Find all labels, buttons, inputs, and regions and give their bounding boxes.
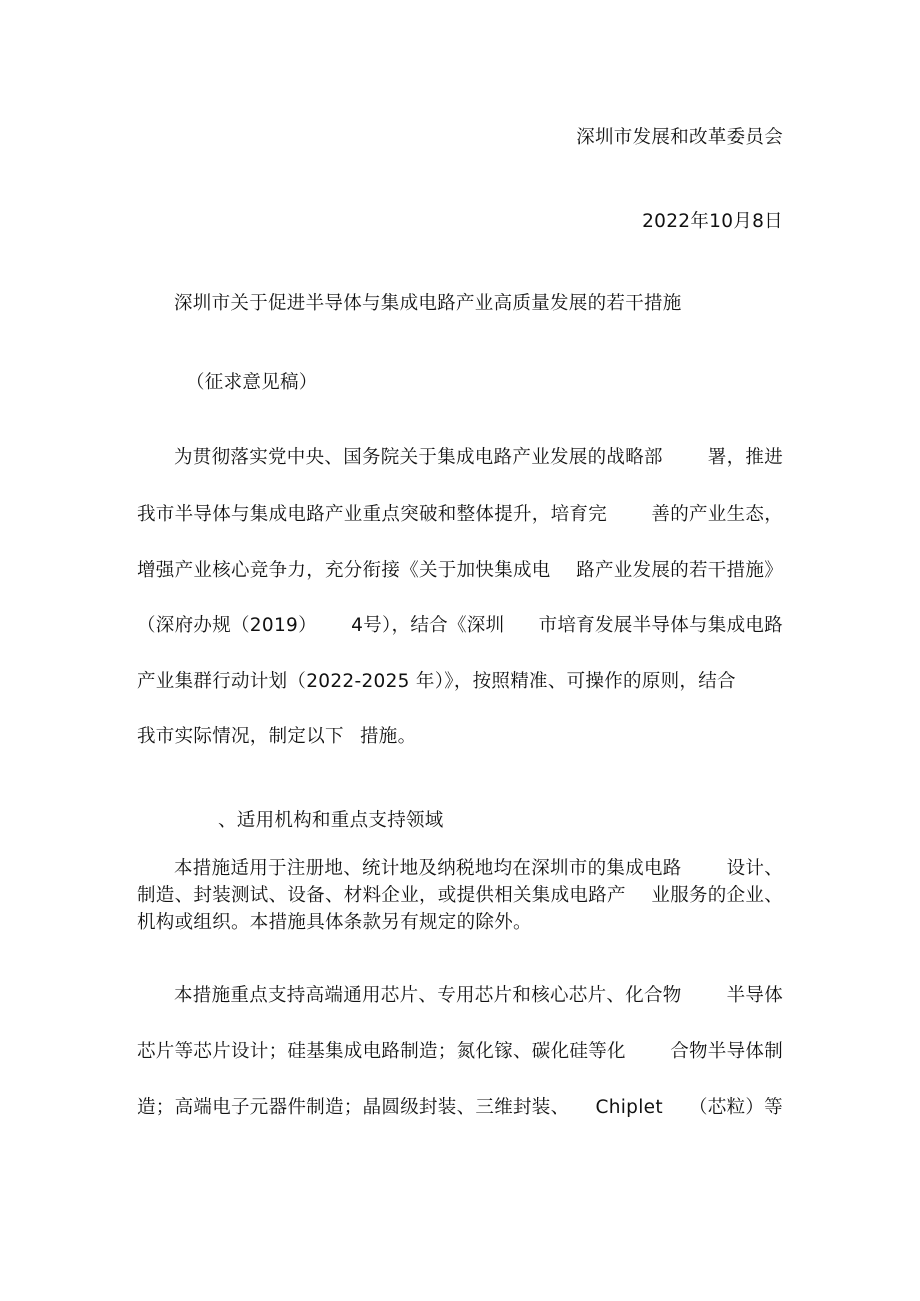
intro-line-4-a: （深府办规（2019） (137, 615, 317, 636)
para1-line-2-b: 业服务的企业、 (651, 885, 783, 906)
para2-line-3-a: 造；高端电子元器件制造；晶圆级封装、三维封装、 (137, 1097, 570, 1118)
intro-line-6-a: 我市实际情况，制定以下 (137, 726, 344, 747)
intro-line-4 (137, 614, 783, 638)
para2-line-2 (137, 1040, 783, 1064)
para1-line-3 (137, 911, 532, 935)
para2-line-2-a: 芯片等芯片设计；硅基集成电路制造；氮化镓、碳化硅等化 (137, 1041, 626, 1062)
intro-line-4-c: 市培育发展半导体与集成电路 (538, 615, 783, 636)
intro-line-6-b: 措施。 (360, 726, 417, 747)
intro-line-3-a: 增强产业核心竞争力，充分衔接《关于加快集成电 (137, 560, 551, 581)
document-subtitle (186, 371, 318, 395)
intro-line-2-b: 善的产业生态， (651, 504, 783, 525)
intro-line-4-b: 4号），结合《深圳 (351, 615, 505, 636)
intro-line-2-a: 我市半导体与集成电路产业重点突破和整体提升，培育完 (137, 504, 608, 525)
para1-line-1-b: 设计、 (726, 858, 783, 879)
section-1-heading-text: 、适用机构和重点支持领域 (218, 810, 444, 831)
intro-line-5 (137, 670, 783, 694)
intro-line-1-b: 署，推进 (707, 447, 783, 468)
intro-line-5-a: 产业集群行动计划（2022-2025 年）》，按照精准、可操作的原则，结合 (137, 671, 736, 692)
para1-line-2-a: 制造、封装测试、设备、材料企业，或提供相关集成电路产 (137, 885, 626, 906)
para2-line-1-b: 半导体 (726, 985, 783, 1006)
para1-line-3-a: 机构或组织。本措施具体条款另有规定的除外。 (137, 912, 532, 933)
issuer: 深圳市发展和改革委员会 (576, 127, 783, 148)
document-title-text: 深圳市关于促进半导体与集成电路产业高质量发展的若干措施 (174, 293, 682, 314)
intro-line-3-b: 路产业发展的若干措施》 (576, 560, 783, 581)
para1-line-2 (137, 884, 783, 908)
intro-line-2 (137, 503, 783, 527)
para2-line-3-b: Chiplet (595, 1097, 663, 1118)
document-title (174, 292, 682, 316)
para1-line-1-a: 本措施适用于注册地、统计地及纳税地均在深圳市的集成电路 (174, 858, 682, 879)
section-1-heading (218, 809, 444, 833)
para2-line-1-a: 本措施重点支持高端通用芯片、专用芯片和核心芯片、化合物 (174, 985, 682, 1006)
intro-line-3 (137, 559, 783, 583)
para1-line-1 (174, 857, 783, 881)
intro-line-1-a: 为贯彻落实党中央、国务院关于集成电路产业发展的战略部 (174, 447, 663, 468)
date: 2022年10月8日 (642, 211, 783, 232)
para2-line-2-b: 合物半导体制 (670, 1041, 783, 1062)
issuer-line (576, 126, 783, 150)
document-subtitle-text: （征求意见稿） (186, 372, 318, 393)
para2-line-3 (137, 1096, 783, 1120)
para2-line-1 (174, 984, 783, 1008)
intro-line-1 (174, 446, 783, 470)
intro-line-6 (137, 725, 416, 749)
para2-line-3-c: （芯粒）等 (688, 1097, 783, 1118)
date-line (642, 210, 783, 234)
